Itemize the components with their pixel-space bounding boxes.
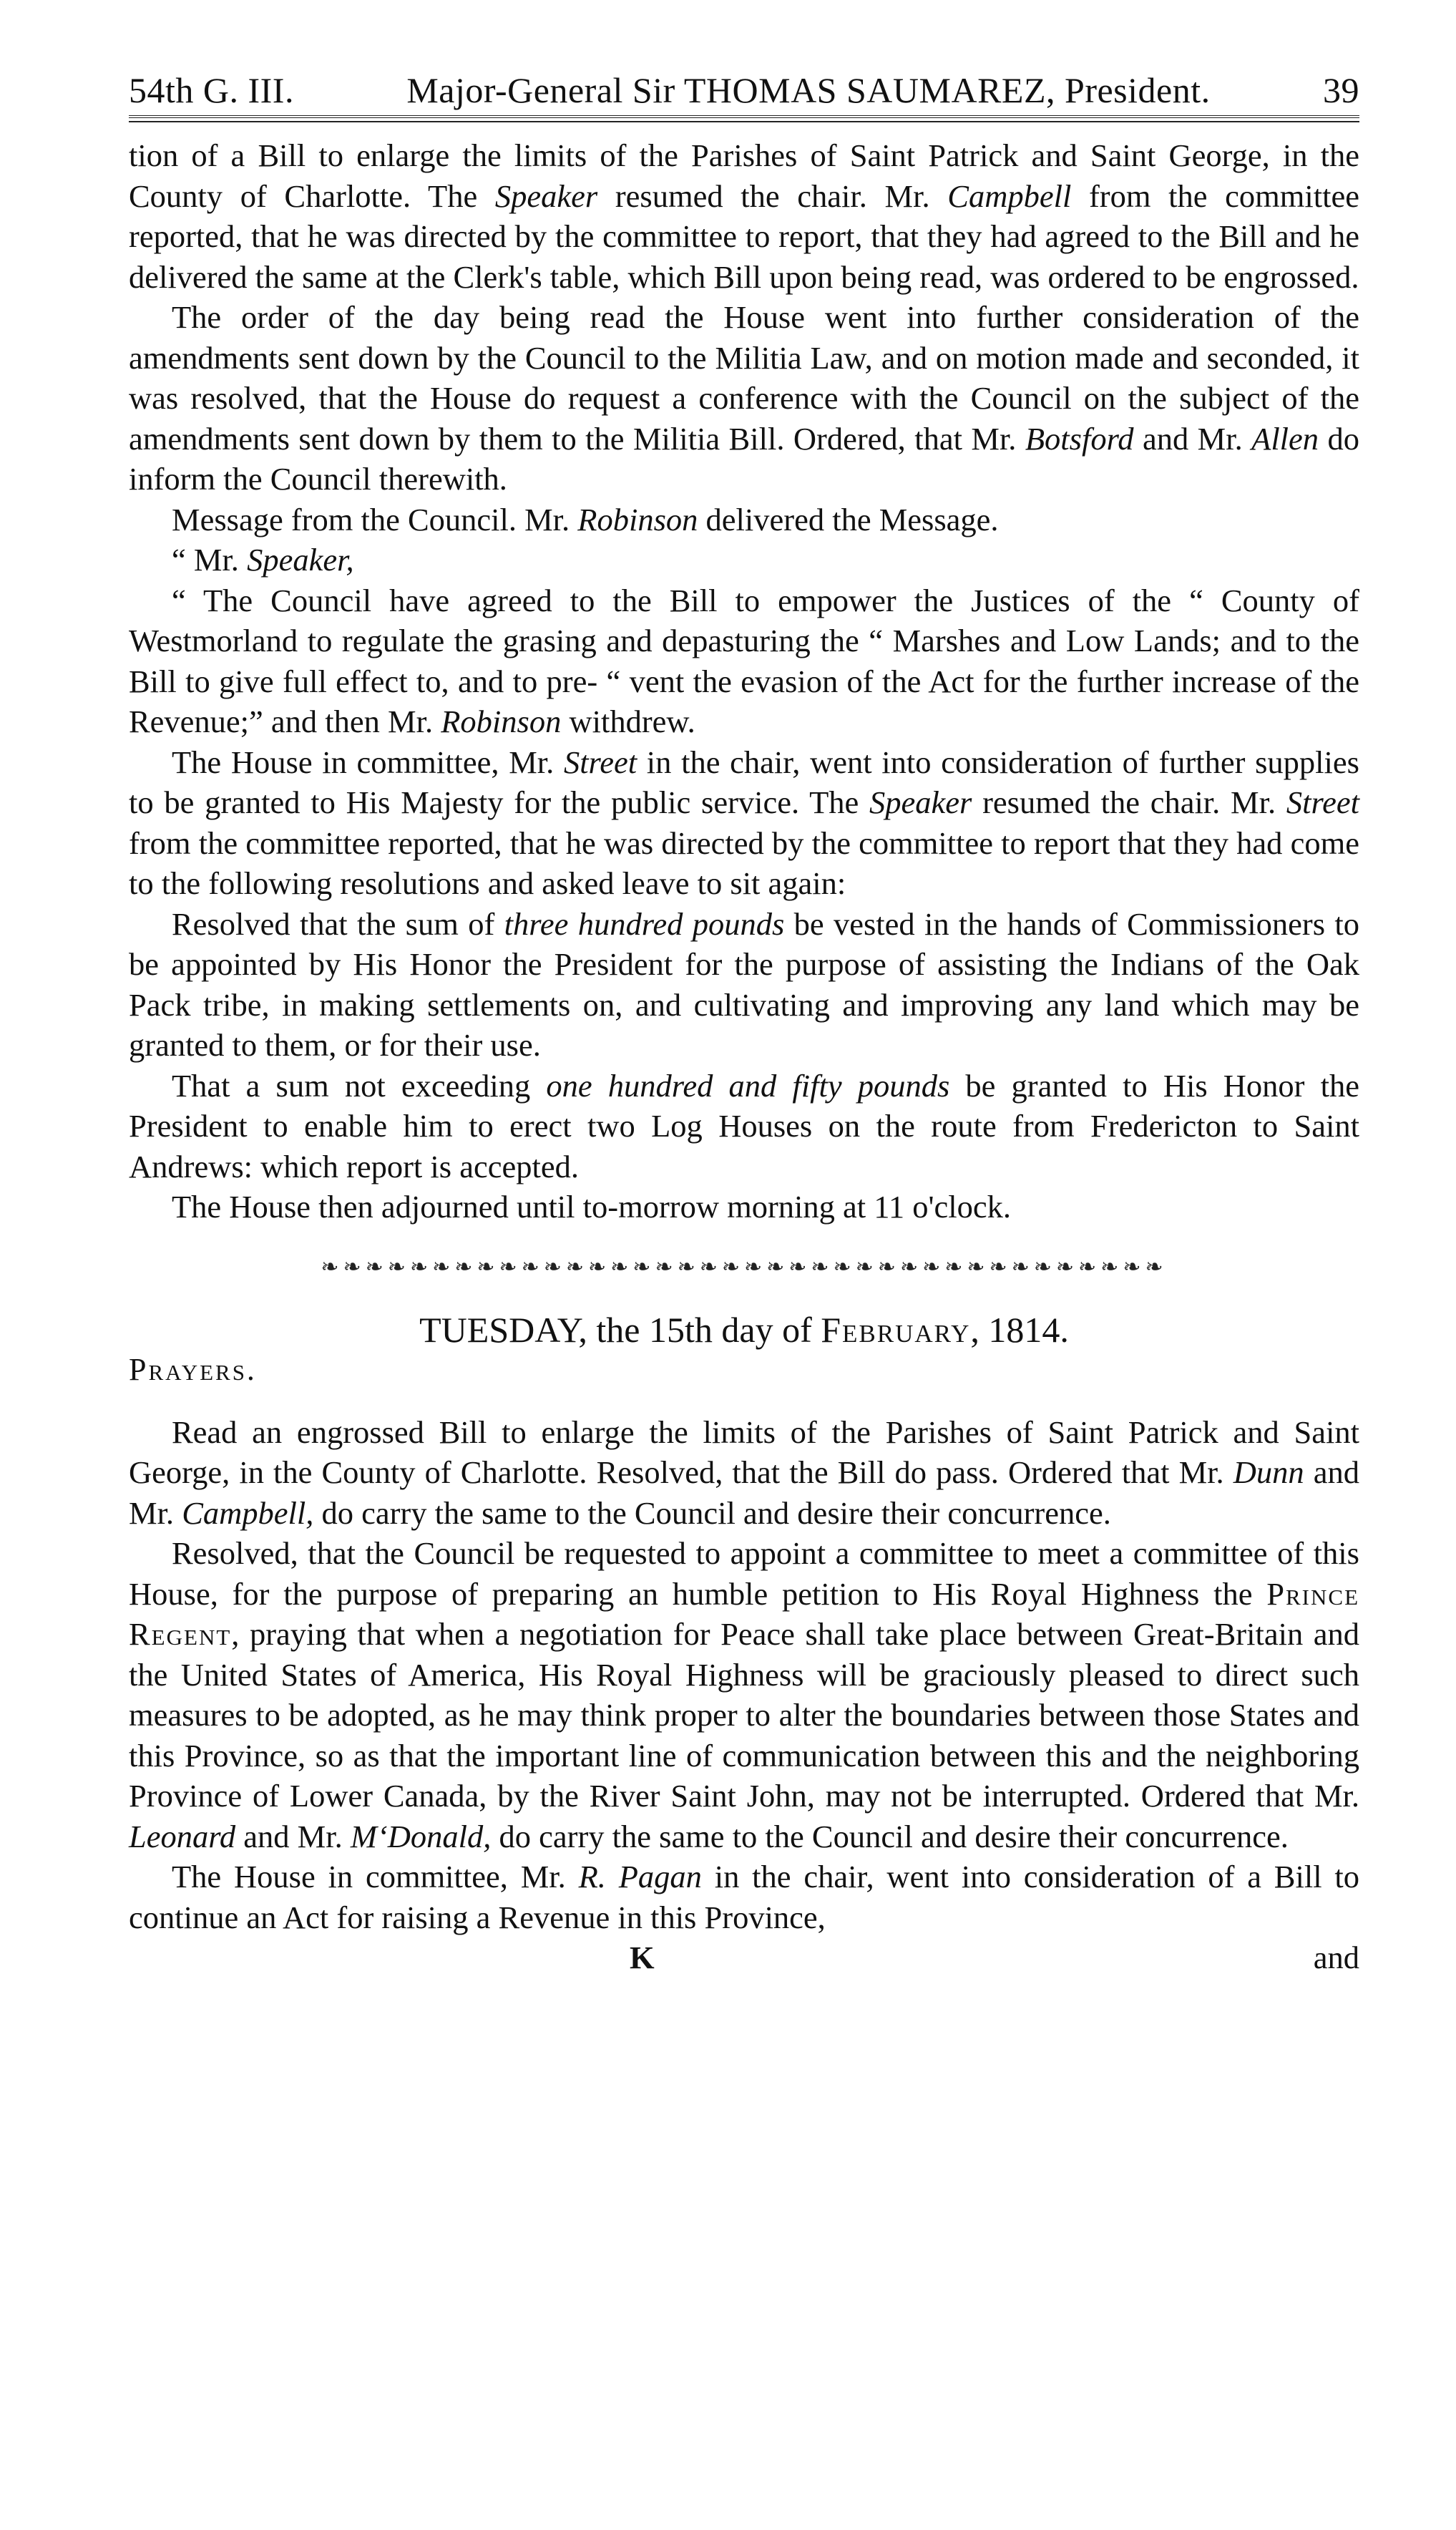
text: in the chair, went into consideration of a Bill to continue an Act for raising a Revenue in this Province, xyxy=(129,1859,1359,1935)
amount-italic: three hundred pounds xyxy=(504,905,785,942)
name-italic: Allen xyxy=(1251,420,1319,457)
text: Message from the Council. Mr. xyxy=(172,501,578,537)
ornament-divider: ❧❧❧❧❧❧❧❧❧❧❧❧❧❧❧❧❧❧❧❧❧❧❧❧❧❧❧❧❧❧❧❧❧❧❧❧❧❧ xyxy=(321,1255,1168,1279)
text: delivered the Message. xyxy=(698,501,999,537)
page xyxy=(129,68,1359,1977)
text: Read an engrossed Bill to enlarge the limits of the Parishes of Saint Patrick and Saint George, in the County of Charlotte. Resolved, that the Bill do pass. Ordered that Mr. xyxy=(129,1414,1359,1490)
name-italic: Leonard xyxy=(129,1818,236,1854)
text: withdrew. xyxy=(561,704,695,739)
paragraph-2 xyxy=(129,297,1359,500)
text: “ The Council have agreed to the Bill to empower the Justices of the “ County of Westmorland to regulate the grasing and depasturing the “ Marshes and Low Lands; and to the Bill to give full effect to, and to pre- “ vent the evasion of the Act for the further increase of the Revenue;” and then Mr. xyxy=(129,582,1359,739)
text: The House in committee, Mr. xyxy=(172,744,564,780)
quote-salutation xyxy=(129,540,1359,580)
catchword: and xyxy=(1313,1940,1359,1975)
name-italic: Robinson xyxy=(441,704,562,739)
paragraph-1 xyxy=(129,135,1359,297)
name-italic: Campbell, xyxy=(182,1494,314,1531)
paragraph-7: The House then adjourned until to-morrow morning at 11 o'clock. xyxy=(172,1189,1011,1225)
page-footer xyxy=(129,1937,1359,1977)
name-italic: Campbell xyxy=(947,177,1072,214)
text: resumed the chair. Mr. xyxy=(597,177,948,214)
paragraph-4 xyxy=(129,742,1359,904)
text: do carry the same to the Council and desire their concurrence. xyxy=(313,1494,1111,1531)
text: The order of the day being read the House went into further consideration of the amendments sent down by the Council to the Militia Law, and on motion made and seconded, it was resolved, that the House do request a conference with the Council on the subject of the amendments sent down by them to the Militia Bill. Ordered, that Mr. xyxy=(129,299,1359,457)
text: Resolved that the sum of xyxy=(172,905,504,942)
day-heading xyxy=(129,1308,1359,1351)
text: in the chair, went into consideration of further supplies to be granted to His Majesty for the public service. The xyxy=(129,744,1359,820)
text: and Mr. xyxy=(235,1818,351,1854)
paragraph-3 xyxy=(129,500,1359,540)
text: from the committee reported, that he was directed by the committee to report, that they had agreed to the Bill and he delivered the same at the Clerk's table, which Bill upon being read, was ordered to be engrossed. xyxy=(129,177,1359,295)
prayers-label: Prayers. xyxy=(129,1351,257,1387)
name-italic: Botsford xyxy=(1025,420,1134,457)
signature-mark: K xyxy=(630,1940,655,1975)
text: and Mr. xyxy=(1133,420,1252,457)
quote-message xyxy=(129,580,1359,742)
text: TUESDAY, the 15th day of xyxy=(419,1309,821,1350)
name-italic: Speaker xyxy=(494,177,598,214)
text: tion of a Bill to enlarge the limits of the Parishes of Saint Patrick and Saint George, in the County of Charlotte. The xyxy=(129,137,1359,214)
text: do carry the same to the Council and desire their concurrence. xyxy=(491,1818,1289,1854)
name-italic: Street xyxy=(563,744,637,780)
text: and Mr. xyxy=(129,1454,1359,1531)
page-number: 39 xyxy=(1323,70,1359,110)
text: from the committee reported, that he was directed by the committee to report that they had come to the following resolutions and asked leave to sit again: xyxy=(129,824,1359,901)
name-italic: Speaker, xyxy=(247,542,354,578)
name-italic: Street xyxy=(1286,784,1359,820)
paragraph-8 xyxy=(129,1412,1359,1534)
name-italic: R. Pagan xyxy=(578,1859,702,1894)
paragraph-6 xyxy=(129,1066,1359,1187)
name-italic: Speaker xyxy=(869,784,972,820)
text: , 1814. xyxy=(970,1309,1069,1350)
text: resumed the chair. Mr. xyxy=(972,784,1286,820)
prince-regent-smallcaps: Prince Regent xyxy=(129,1575,1359,1652)
header-title: Major-General Sir THOMAS SAUMAREZ, President. xyxy=(406,70,1211,110)
text: be vested in the hands of Commissioners to be appointed by His Honor the President for the purpose of assisting the Indians of the Oak Pack tribe, in making settlements on, and cultivating and improving any land which may be granted to them, or for their use. xyxy=(129,905,1359,1063)
text: , praying that when a negotiation for Peace shall take place between Great-Britain and the United States of America, His Royal Highness will be graciously pleased to direct such measures to be adopted, as he may think proper to alter the boundaries between those States and this Province, so as that the important line of communication between this and the neighboring Province of Lower Canada, by the River Saint John, may not be interrupted. Ordered that Mr. xyxy=(129,1616,1359,1814)
name-italic: Dunn xyxy=(1233,1454,1304,1490)
text: do inform the Council therewith. xyxy=(129,420,1359,497)
text: be granted to His Honor the President to enable him to erect two Log Houses on the route from Fredericton to Saint Andrews: which report is accepted. xyxy=(129,1067,1359,1184)
name-italic: M‘Donald, xyxy=(350,1818,492,1854)
text: “ Mr. xyxy=(172,542,248,578)
text: That a sum not exceeding xyxy=(172,1067,547,1104)
paragraph-10 xyxy=(129,1857,1359,1937)
paragraph-5 xyxy=(129,904,1359,1066)
paragraph-9 xyxy=(129,1533,1359,1857)
amount-italic: one hundred and fifty pounds xyxy=(546,1067,950,1104)
name-italic: Robinson xyxy=(577,501,698,537)
text: Resolved, that the Council be requested to appoint a committee to meet a committee of this House, for the purpose of preparing an humble petition to His Royal Highness the xyxy=(129,1535,1359,1612)
month-smallcaps: February xyxy=(821,1309,971,1350)
text: The House in committee, Mr. xyxy=(172,1859,579,1894)
header-rule xyxy=(129,115,1359,122)
header-signature: 54th G. III. xyxy=(129,70,294,110)
running-header xyxy=(129,68,1359,112)
